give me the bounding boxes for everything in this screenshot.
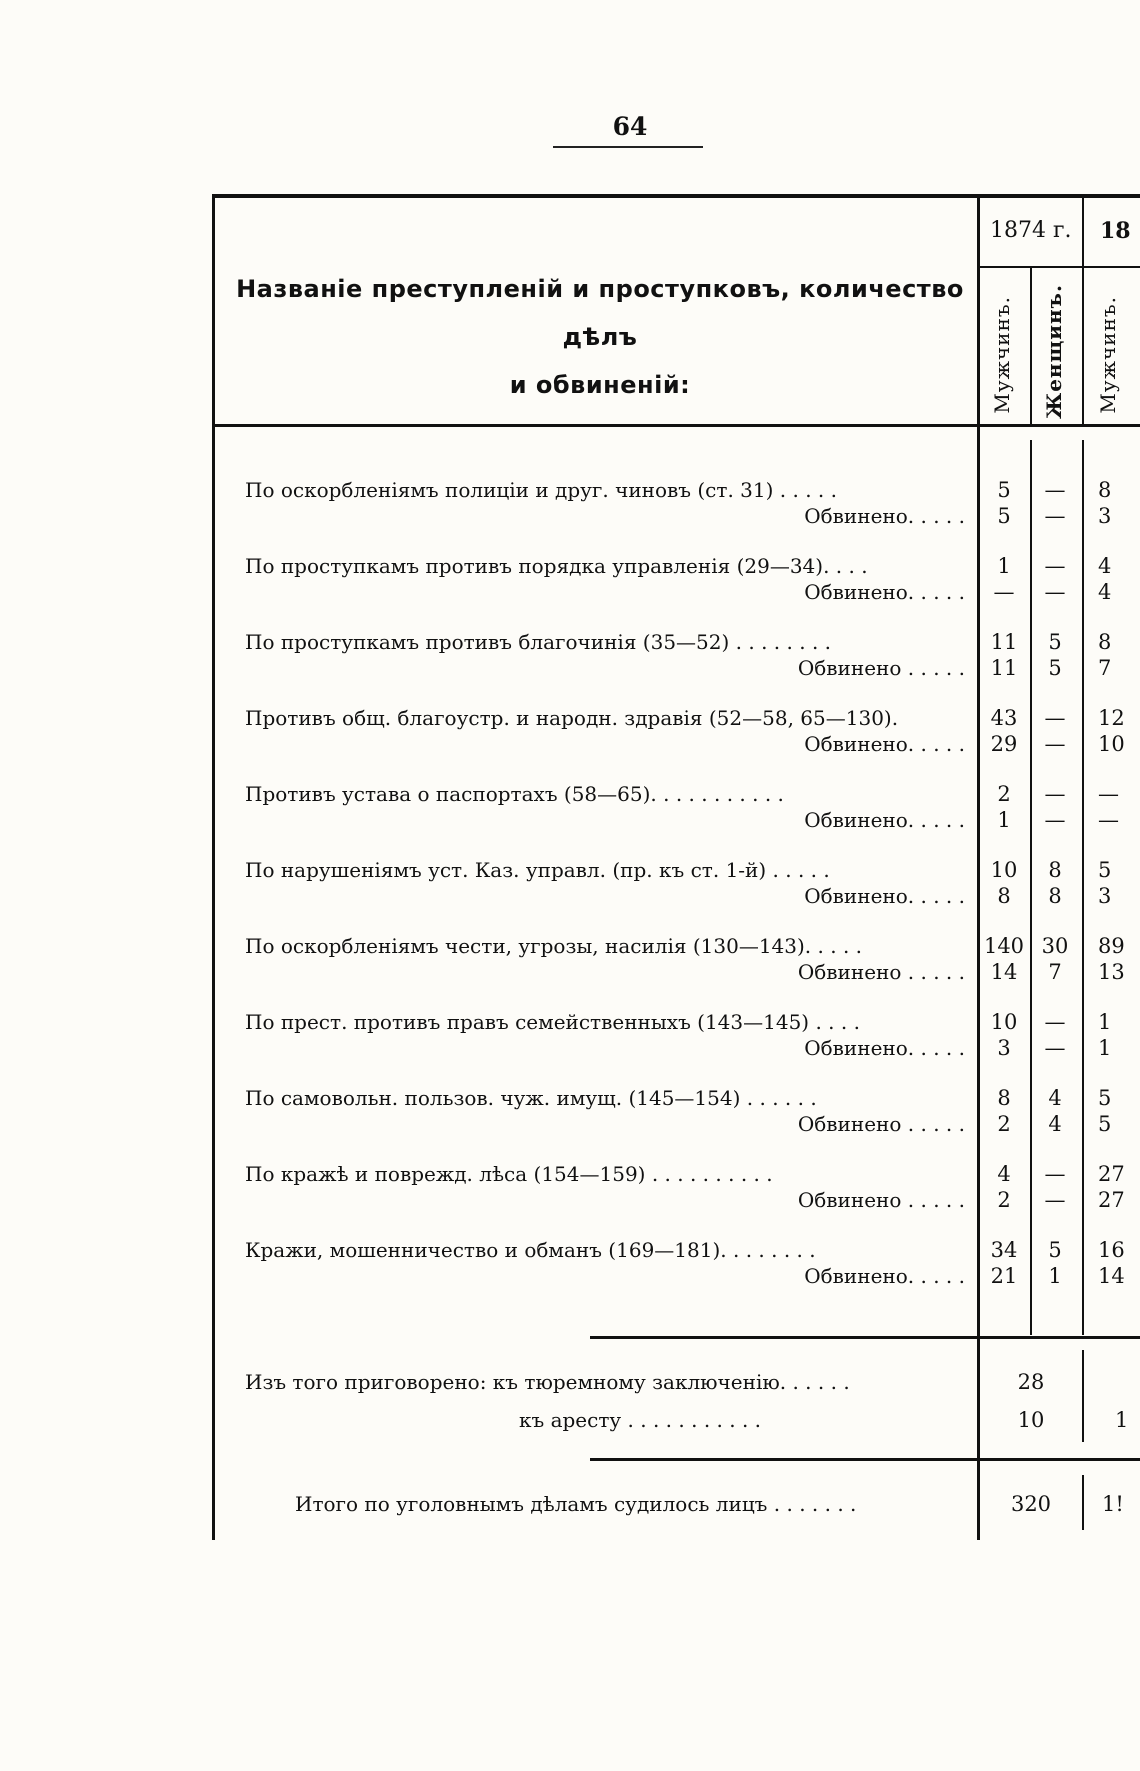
table-top-border: [212, 194, 1140, 198]
sentenced-value-2-next: 1: [1115, 1408, 1129, 1432]
row-women: —: [1044, 554, 1066, 578]
column-men: Мужчинъ.: [990, 296, 1014, 414]
sentenced-value-2: 10: [1017, 1408, 1045, 1432]
row-men: 1: [997, 554, 1011, 578]
row-men: 10: [990, 858, 1018, 882]
year-1874: 1874 г.: [990, 218, 1072, 243]
row-men: 8: [997, 1086, 1011, 1110]
row-sub-label: Обвинено. . . . .: [804, 808, 965, 832]
total-value: 320: [1010, 1492, 1052, 1516]
row-label: Кражи, мошенничество и обманъ (169—181). . . . . . . .: [245, 1238, 816, 1262]
row-label: По самовольн. пользов. чуж. имущ. (145—154) . . . . . .: [245, 1086, 817, 1110]
row-sub-label: Обвинено . . . . .: [797, 1188, 965, 1212]
total-value-next: 1!: [1102, 1492, 1124, 1516]
row-sub-next: 3: [1098, 504, 1112, 528]
row-sub-label: Обвинено. . . . .: [804, 1264, 965, 1288]
row-men: 43: [990, 706, 1018, 730]
header-title: [230, 265, 970, 409]
column-women: Женщинъ.: [1042, 284, 1066, 420]
row-label: По оскорбленіямъ чести, угрозы, насилія (130—143). . . . .: [245, 934, 863, 958]
row-sub-men: 29: [990, 732, 1018, 756]
row-sub-next: 3: [1098, 884, 1112, 908]
row-sub-label: Обвинено. . . . .: [804, 732, 965, 756]
row-sub-label: Обвинено. . . . .: [804, 884, 965, 908]
column-divider-year-body: [1082, 440, 1084, 1335]
row-next: 5: [1098, 858, 1112, 882]
row-sub-women: —: [1044, 1188, 1066, 1212]
row-women: —: [1044, 782, 1066, 806]
row-women: 4: [1048, 1086, 1062, 1110]
row-women: 5: [1048, 630, 1062, 654]
row-sub-next: 4: [1098, 580, 1112, 604]
column-divider-total: [1082, 1475, 1084, 1530]
header-title-line1: Названіе преступленій и проступковъ, количество дѣлъ: [236, 275, 964, 351]
row-sub-women: 1: [1048, 1264, 1062, 1288]
row-sub-men: 8: [997, 884, 1011, 908]
row-sub-women: —: [1044, 732, 1066, 756]
page-number-rule: [553, 146, 703, 148]
sentenced-label-2: къ аресту . . . . . . . . . . .: [519, 1408, 762, 1432]
row-men: 10: [990, 1010, 1018, 1034]
row-sub-next: 10: [1098, 732, 1125, 756]
row-sub-label: Обвинено . . . . .: [797, 1112, 965, 1136]
row-sub-next: 14: [1098, 1264, 1125, 1288]
row-women: —: [1044, 1010, 1066, 1034]
row-next: 89: [1098, 934, 1125, 958]
row-sub-next: 13: [1098, 960, 1125, 984]
row-men: 34: [990, 1238, 1018, 1262]
totals-separator-1: [590, 1336, 1140, 1339]
row-label: По прест. противъ правъ семейственныхъ (143—145) . . . .: [245, 1010, 860, 1034]
row-label: Противъ общ. благоустр. и народн. здравія (52—58, 65—130).: [245, 706, 899, 730]
row-sub-label: Обвинено. . . . .: [804, 580, 965, 604]
row-sub-men: 2: [997, 1188, 1011, 1212]
column-divider-year: [1082, 194, 1084, 424]
header-bottom-border: [212, 424, 1140, 427]
row-sub-label: Обвинено . . . . .: [797, 960, 965, 984]
row-sub-men: —: [993, 580, 1015, 604]
row-sub-women: 7: [1048, 960, 1062, 984]
row-sub-men: 14: [990, 960, 1018, 984]
row-next: 16: [1098, 1238, 1125, 1262]
row-sub-women: 8: [1048, 884, 1062, 908]
row-women: —: [1044, 478, 1066, 502]
row-sub-women: 5: [1048, 656, 1062, 680]
row-sub-next: —: [1098, 808, 1119, 832]
row-label: По проступкамъ противъ порядка управленія (29—34). . . .: [245, 554, 868, 578]
row-sub-label: Обвинено. . . . .: [804, 504, 965, 528]
column-divider-sentenced: [1082, 1350, 1084, 1442]
page-number: 64: [612, 112, 648, 141]
row-sub-next: 1: [1098, 1036, 1112, 1060]
row-sub-label: Обвинено. . . . .: [804, 1036, 965, 1060]
row-next: 12: [1098, 706, 1125, 730]
row-next: 1: [1098, 1010, 1112, 1034]
row-next: 5: [1098, 1086, 1112, 1110]
row-sub-label: Обвинено . . . . .: [797, 656, 965, 680]
column-divider-men-women: [1030, 268, 1032, 424]
column-men-next: Мужчинъ.: [1096, 296, 1120, 414]
table-left-border: [212, 194, 215, 1540]
row-men: 2: [997, 782, 1011, 806]
row-sub-next: 7: [1098, 656, 1112, 680]
row-women: —: [1044, 706, 1066, 730]
row-men: 11: [990, 630, 1018, 654]
sentenced-label-1: Изъ того приговорено: къ тюремному заключенію. . . . . .: [245, 1370, 850, 1394]
row-sub-next: 5: [1098, 1112, 1112, 1136]
row-men: 5: [997, 478, 1011, 502]
row-sub-men: 3: [997, 1036, 1011, 1060]
row-next: —: [1098, 782, 1119, 806]
row-sub-men: 1: [997, 808, 1011, 832]
header-title-line2: и обвиненій:: [509, 371, 691, 399]
sentenced-value-1: 28: [1017, 1370, 1045, 1394]
row-sub-women: —: [1044, 808, 1066, 832]
row-sub-next: 27: [1098, 1188, 1125, 1212]
totals-separator-2: [590, 1458, 1140, 1461]
row-label: По нарушеніямъ уст. Каз. управл. (пр. къ ст. 1-й) . . . . .: [245, 858, 830, 882]
row-men: 140: [983, 934, 1025, 958]
year-underline: [977, 266, 1140, 268]
row-women: 30: [1041, 934, 1069, 958]
row-women: —: [1044, 1162, 1066, 1186]
row-women: 5: [1048, 1238, 1062, 1262]
row-label: По проступкамъ противъ благочинія (35—52) . . . . . . . .: [245, 630, 832, 654]
row-sub-men: 5: [997, 504, 1011, 528]
row-next: 8: [1098, 630, 1112, 654]
row-next: 4: [1098, 554, 1112, 578]
row-men: 4: [997, 1162, 1011, 1186]
row-next: 8: [1098, 478, 1112, 502]
row-label: Противъ устава о паспортахъ (58—65). . . . . . . . . . .: [245, 782, 784, 806]
row-sub-women: 4: [1048, 1112, 1062, 1136]
row-sub-men: 11: [990, 656, 1018, 680]
row-next: 27: [1098, 1162, 1125, 1186]
row-sub-women: —: [1044, 580, 1066, 604]
total-label: Итого по уголовнымъ дѣламъ судилось лицъ . . . . . . .: [295, 1492, 857, 1516]
row-sub-men: 21: [990, 1264, 1018, 1288]
row-sub-men: 2: [997, 1112, 1011, 1136]
row-sub-women: —: [1044, 1036, 1066, 1060]
row-label: По кражѣ и поврежд. лѣса (154—159) . . . . . . . . . .: [245, 1162, 773, 1186]
row-label: По оскорбленіямъ полиціи и друг. чиновъ (ст. 31) . . . . .: [245, 478, 837, 502]
row-women: 8: [1048, 858, 1062, 882]
row-sub-women: —: [1044, 504, 1066, 528]
year-next: 18: [1100, 218, 1131, 244]
